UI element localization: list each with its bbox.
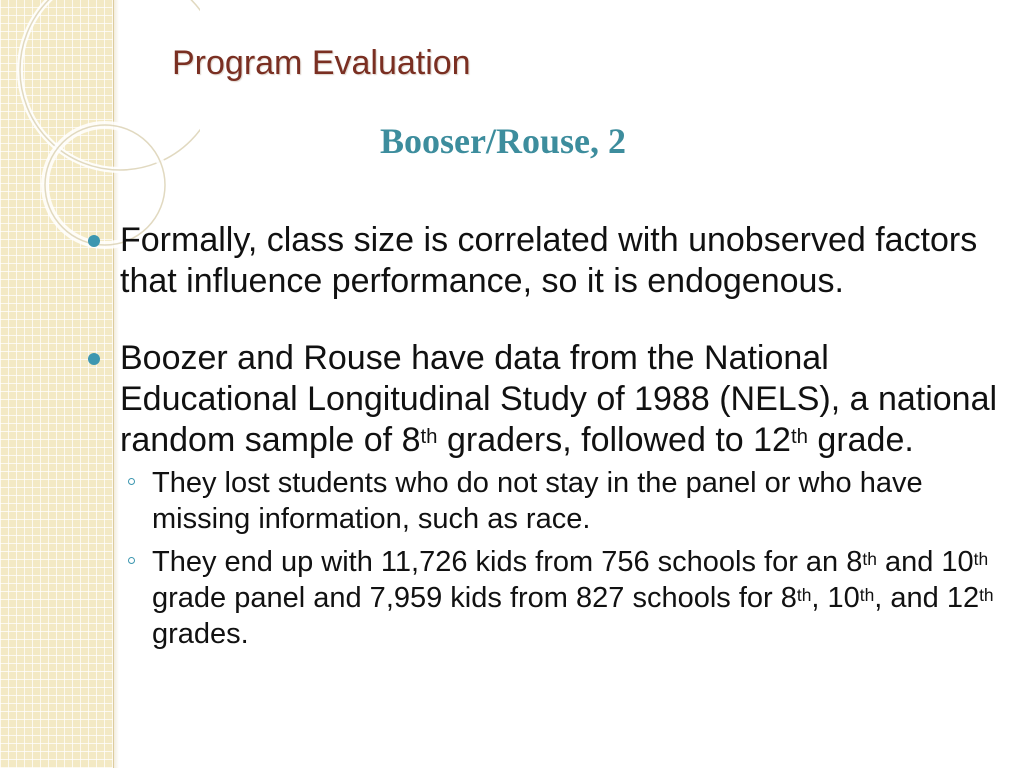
ordinal-superscript: th xyxy=(979,585,994,605)
ordinal-superscript: th xyxy=(862,549,877,569)
bullet-class-size xyxy=(88,220,1008,302)
decorative-ring-large-outline xyxy=(20,0,200,170)
sub-bullet-text-part: and 10 xyxy=(876,546,974,578)
sub-bullet-text-part: They end up with 11,726 kids from 756 schools for an 8 xyxy=(152,546,863,578)
bullet-text-part: graders, followed to 12 xyxy=(437,421,791,459)
sub-bullet-ring-icon xyxy=(128,557,135,564)
bullet-text: Formally, class size is correlated with unobserved factors that influence performance, so it is endogenous. xyxy=(120,221,978,300)
sub-bullet-text-part: grade panel and 7,959 kids from 827 schools for 8 xyxy=(152,582,797,614)
decorative-ring-large xyxy=(20,0,200,170)
ordinal-superscript: th xyxy=(796,585,812,605)
slide-title: Program Evaluation xyxy=(172,44,471,82)
sub-bullet-sample-size xyxy=(88,544,1008,652)
sub-bullet-text: They lost students who do not stay in the panel or who have missing information, such as race. xyxy=(152,467,923,535)
sub-bullet-text-part: grades. xyxy=(152,618,249,650)
sub-bullet-ring-icon xyxy=(128,478,135,485)
bullet-nels-data xyxy=(88,338,1008,461)
sub-bullet-text-part: , and 12 xyxy=(874,582,980,614)
ordinal-superscript: th xyxy=(790,426,808,448)
ordinal-superscript: th xyxy=(859,585,875,605)
sub-bullet-lost-students xyxy=(88,465,1008,537)
ordinal-superscript: th xyxy=(973,549,989,569)
sub-bullet-text-part: , 10 xyxy=(811,582,860,614)
slide-subtitle: Booser/Rouse, 2 xyxy=(380,121,626,161)
bullet-dot-icon xyxy=(88,235,100,247)
bullet-text-part: grade. xyxy=(807,421,914,459)
bullet-text-part: Boozer and Rouse have data from the National Educational Longitudinal Study of 1988 (NELS), a national random sample of 8 xyxy=(120,339,998,459)
slide-body xyxy=(88,220,1008,659)
ordinal-superscript: th xyxy=(420,426,438,448)
bullet-dot-icon xyxy=(88,353,100,365)
